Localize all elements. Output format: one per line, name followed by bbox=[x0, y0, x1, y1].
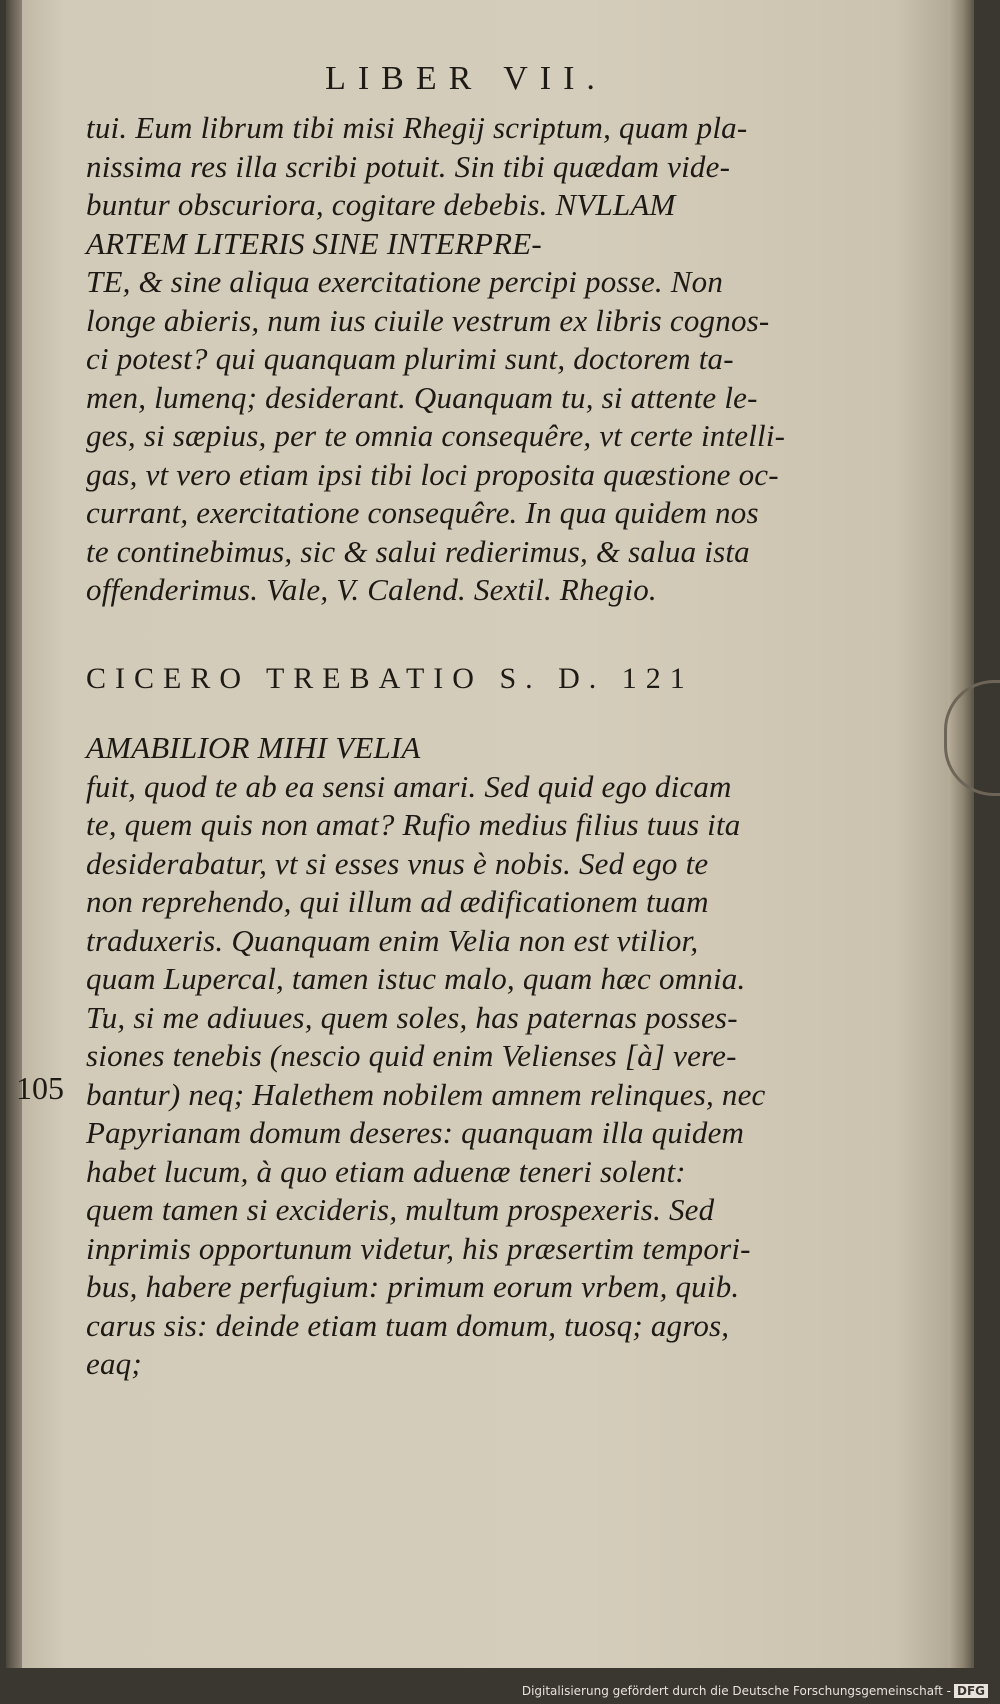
book-spine bbox=[6, 0, 22, 1668]
text-line: men, lumenq; desiderant. Quanquam tu, si attente le- bbox=[86, 379, 758, 415]
text-line: tui. Eum librum tibi misi Rhegij scriptum, quam pla- bbox=[86, 110, 748, 145]
text-line: fuit, quod te ab ea sensi amari. Sed quid ego dicam bbox=[86, 768, 732, 804]
text-line: traduxeris. Quanquam enim Velia non est vtilior, bbox=[86, 922, 699, 958]
text-line: bus, habere perfugium: primum eorum vrbem, quib. bbox=[86, 1269, 740, 1304]
text-line: te continebimus, sic & salui redierimus, & salua ista bbox=[86, 533, 750, 569]
letter-heading: CICERO TREBATIO S. D. 121 bbox=[86, 662, 694, 695]
text-line: quam Lupercal, tamen istuc malo, quam hæc omnia. bbox=[86, 961, 746, 996]
text-line: carus sis: deinde etiam tuam domum, tuosq; agros, bbox=[86, 1307, 730, 1343]
text-line: inprimis opportunum videtur, his præsertim tempori- bbox=[86, 1230, 751, 1266]
text-line: siones tenebis (nescio quid enim Velienses [à] vere- bbox=[86, 1038, 737, 1073]
text-line: bantur) neq; Halethem nobilem amnem relinques, nec bbox=[86, 1076, 766, 1112]
text-line: currant, exercitatione consequêre. In qua quidem nos bbox=[86, 495, 759, 530]
text-line: desiderabatur, vt si esses vnus è nobis. Sed ego te bbox=[86, 845, 709, 881]
page-edge bbox=[948, 0, 974, 1668]
margin-number: 105 bbox=[16, 1070, 64, 1106]
text-line: habet lucum, à quo etiam aduenæ teneri solent: bbox=[86, 1153, 686, 1189]
text-line: non reprehendo, qui illum ad ædificationem tuam bbox=[86, 884, 709, 919]
dfg-logo: DFG bbox=[954, 1684, 988, 1698]
text-line: ARTEM LITERIS SINE INTERPRE- bbox=[86, 225, 542, 261]
text-line: Tu, si me adiuues, quem soles, has paternas posses- bbox=[86, 999, 738, 1035]
text-line: buntur obscuriora, cogitare debebis. NVLLAM bbox=[86, 187, 676, 222]
text-line: nissima res illa scribi potuit. Sin tibi quædam vide- bbox=[86, 148, 731, 184]
text-line: gas, vt vero etiam ipsi tibi loci proposita quæstione oc- bbox=[86, 456, 779, 492]
book-page bbox=[6, 0, 974, 1668]
text-line: AMABILIOR MIHI VELIA bbox=[86, 730, 421, 765]
text-line: quem tamen si excideris, multum prospexeris. Sed bbox=[86, 1192, 715, 1227]
text-line: Papyrianam domum deseres: quanquam illa quidem bbox=[86, 1115, 745, 1150]
text-line: offenderimus. Vale, V. Calend. Sextil. Rhegio. bbox=[86, 572, 657, 607]
text-line: TE, & sine aliqua exercitatione percipi posse. Non bbox=[86, 264, 724, 299]
text-line: te, quem quis non amat? Rufio medius filius tuus ita bbox=[86, 807, 741, 842]
running-head: LIBER VII. bbox=[325, 60, 607, 97]
footer-text: Digitalisierung gefördert durch die Deutsche Forschungsgemeinschaft - bbox=[521, 1684, 951, 1698]
text-line: ges, si sæpius, per te omnia consequêre, vt certe intelli- bbox=[86, 418, 786, 453]
text-line: longe abieris, num ius ciuile vestrum ex libris cognos- bbox=[86, 302, 770, 338]
text-line: ci potest? qui quanquam plurimi sunt, doctorem ta- bbox=[86, 341, 734, 376]
text-line: eaq; bbox=[86, 1346, 142, 1381]
footer-credit bbox=[522, 1684, 988, 1698]
